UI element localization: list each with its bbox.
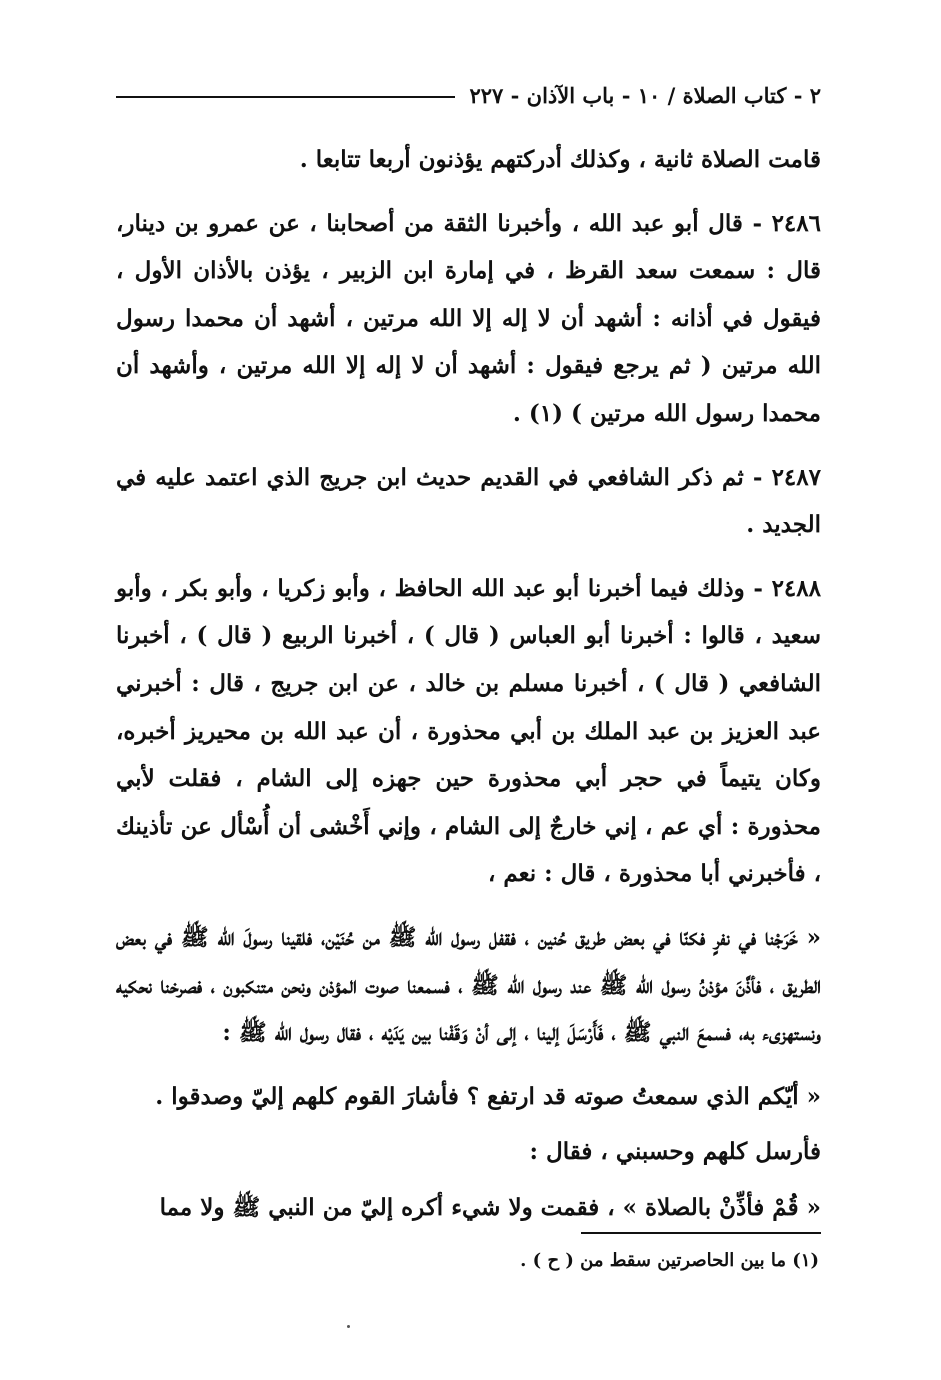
footnote: (١) ما بين الحاصرتين سقط من ( ح ) . [520,1250,819,1271]
paragraph-quote-3: « قُمْ فأذِّنْ بالصلاة » ، فقمت ولا شيء أكره إليّ من النبي ﷺ ولا مما [159,1193,821,1221]
paragraph-hadith-2488: ٢٤٨٨ - وذلك فيما أخبرنا أبو عبد الله الحافظ ، وأبو زكريا ، وأبو بكر ، وأبو سعيد ، قالوا : أخبرنا أبو العباس ( قال ) ، أخبرنا الربيع ( قال ) ، أخبرنا الشافعي ( قال ) ، أخبرنا مسلم بن خالد ، عن ابن جريج ، قال : أخبرني عبد العزيز بن عبد الملك بن أبي محذورة ، أن عبد الله بن محيريز أخبره، وكان يتيماً في حجر أبي محذورة حين جهزه إلى الشام ، فقلت لأبي محذورة : أي عم ، إني خارجٌ إلى الشام ، وإني أَخْشى أن أُسْأل عن تأذينك ، فأخبرني أبا محذورة ، قال : نعم ، [116,574,822,888]
stray-dot [347,1325,350,1328]
running-header-text: ٢ - كتاب الصلاة / ١٠ - باب الآذان - ٢٢٧ [469,82,821,108]
paragraph-quote-2: « أيّكم الذي سمعتُ صوته قد ارتفع ؟ فأشارَ القوم كلهم إليّ وصدقوا . [155,1082,821,1110]
paragraph-quote-1: « خَرَجْنا في نفرٍ فكنّا في بعض طريق حُنين ، فقفل رسول الله ﷺ من حُنَيْن، فلقينا رسولَ الله ﷺ في بعض الطريق ، فأذَّنَ مؤذنُ رسول الله ﷺ عند رسول الله ﷺ ، فسمعنا صوت المؤذن ونحن متنكبون ، فصرخنا نحكيه ونستهزىء به، فسمعَ النبي ﷺ ، فَأَرْسَلَ إلينا ، إلى أنْ وَقَفْنا بين يَدَيْه ، فقال رسول الله ﷺ : [116,923,821,1047]
footnote-rule [581,1232,821,1234]
paragraph-continuation: قامت الصلاة ثانية ، وكذلك أدركتهم يؤذنون أربعا تتابعا . [299,146,821,173]
paragraph-narration: فأرسل كلهم وحسبني ، فقال : [529,1138,821,1166]
header-rule [116,96,455,98]
paragraph-hadith-2487: ٢٤٨٧ - ثم ذكر الشافعي في القديم حديث ابن جريج الذي اعتمد عليه في الجديد . [116,463,821,539]
running-header [116,78,821,112]
body-text [116,136,821,1231]
paragraph-hadith-2486: ٢٤٨٦ - قال أبو عبد الله ، وأخبرنا الثقة من أصحابنا ، عن عمرو بن دينار، قال : سمعت سعد القرظ ، في إمارة ابن الزبير ، يؤذن بالأذان الأول ، فيقول في أذانه : أشهد أن لا إله إلا الله مرتين ، أشهد أن محمدا رسول الله مرتين ( ثم يرجع فيقول : أشهد أن لا إله إلا الله مرتين ، وأشهد أن محمدا رسول الله مرتين ) (١) . [116,209,821,427]
